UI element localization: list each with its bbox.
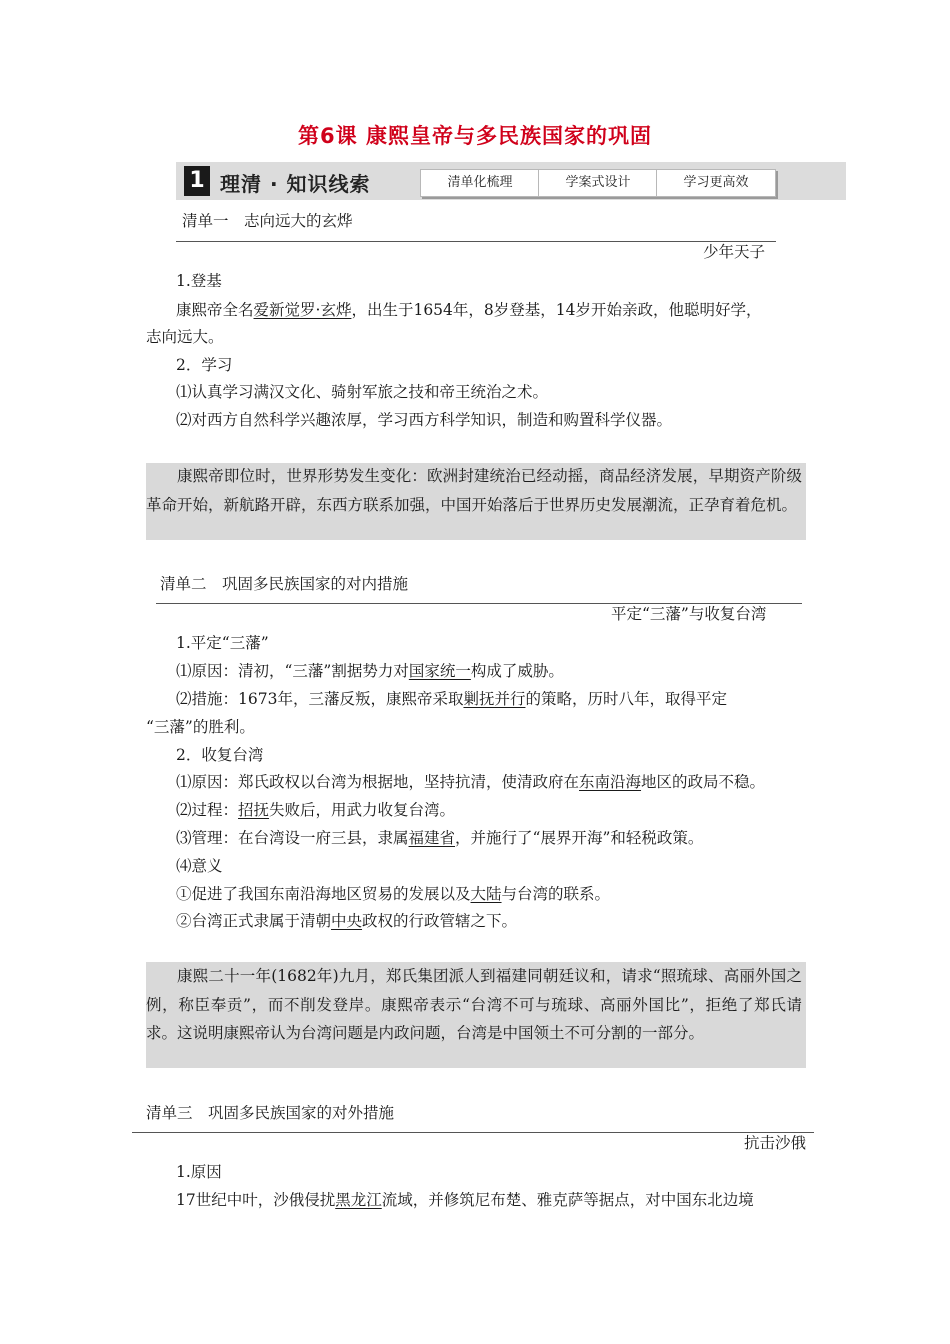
section-banner — [176, 162, 846, 200]
s1-item-2: ⑵对西方自然科学兴趣浓厚，学习西方科学知识，制造和购置科学仪器。 — [176, 411, 673, 429]
s2-tw-process: ⑵过程：招抚失败后，用武力收复台湾。 — [176, 801, 456, 819]
section1-heading: 清单一 志向远大的玄烨 — [182, 212, 353, 230]
s2-tw-meaning-2: ②台湾正式隶属于清朝中央政权的行政管辖之下。 — [176, 912, 518, 930]
s3-para-1: 17世纪中叶，沙俄侵扰黑龙江流域，并修筑尼布楚、雅克萨等据点，对中国东北边境 — [176, 1191, 754, 1209]
s2-note: 康熙二十一年(1682年)九月，郑氏集团派人到福建同朝廷议和，请求“照琉球、高丽外国之例，称臣奉贡”，而不削发登岸。康熙帝表示“台湾不可与琉球、高丽外国比”，拒绝了郑氏请求。这说明康熙帝认为台湾问题是内政问题，台湾是中国领土不可分割的一部分。 — [146, 967, 802, 1042]
tag-efficiency: 学习更高效 — [656, 169, 776, 197]
s2-tw-meaning-1: ①促进了我国东南沿海地区贸易的发展以及大陆与台湾的联系。 — [176, 885, 611, 903]
s2-heading-2: 2．收复台湾 — [176, 746, 264, 764]
section2-topic: 平定“三藩”与收复台湾 — [611, 605, 767, 623]
section3-rule — [132, 1132, 814, 1133]
section1-rule — [176, 241, 776, 242]
s2-tw-manage: ⑶管理：在台湾设一府三县，隶属福建省，并施行了“展界开海”和轻税政策。 — [176, 829, 704, 847]
s2-tw-cause: ⑴原因：郑氏政权以台湾为根据地，坚持抗清，使清政府在东南沿海地区的政局不稳。 — [176, 773, 766, 791]
section3-heading: 清单三 巩固多民族国家的对外措施 — [146, 1104, 395, 1122]
s1-heading-1: 1.登基 — [176, 272, 222, 290]
section1-topic: 少年天子 — [703, 243, 766, 261]
term-name: 爱新觉罗·玄烨 — [253, 301, 352, 319]
s1-para-1: 康熙帝全名爱新觉罗·玄烨，出生于1654年，8岁登基，14岁开始亲政，他聪明好学， — [176, 301, 762, 319]
s1-item-1: ⑴认真学习满汉文化、骑射军旅之技和帝王统治之术。 — [176, 383, 549, 401]
s3-heading-1: 1.原因 — [176, 1163, 222, 1181]
banner-title: 理清 · 知识线索 — [220, 172, 371, 196]
s1-note: 康熙帝即位时，世界形势发生变化：欧洲封建统治已经动摇，商品经济发展，早期资产阶级革命开始，新航路开辟，东西方联系加强，中国开始落后于世界历史发展潮流，正孕育着危机。 — [146, 467, 802, 514]
s1-note-box — [146, 463, 806, 540]
section2-heading: 清单二 巩固多民族国家的对内措施 — [160, 575, 409, 593]
tag-list-summary: 清单化梳理 — [420, 169, 540, 197]
page-title: 第6课 康熙皇帝与多民族国家的巩固 — [298, 124, 652, 148]
s1-heading-2: 2．学习 — [176, 356, 233, 374]
s2-tw-meaning: ⑷意义 — [176, 857, 223, 875]
s2-heading-1: 1.平定“三藩” — [176, 634, 269, 652]
banner-number: 1 — [184, 166, 210, 196]
s2-measure: ⑵措施：1673年，三藩反叛，康熙帝采取剿抚并行的策略，历时八年，取得平定 — [176, 690, 727, 708]
s2-measure-cont: “三藩”的胜利。 — [146, 718, 255, 736]
s2-note-box — [146, 962, 806, 1068]
s1-para-1-cont: 志向远大。 — [146, 328, 224, 346]
section3-topic: 抗击沙俄 — [744, 1134, 807, 1152]
s2-cause: ⑴原因：清初，“三藩”割据势力对国家统一构成了威胁。 — [176, 662, 564, 680]
tag-study-design: 学案式设计 — [538, 169, 658, 197]
